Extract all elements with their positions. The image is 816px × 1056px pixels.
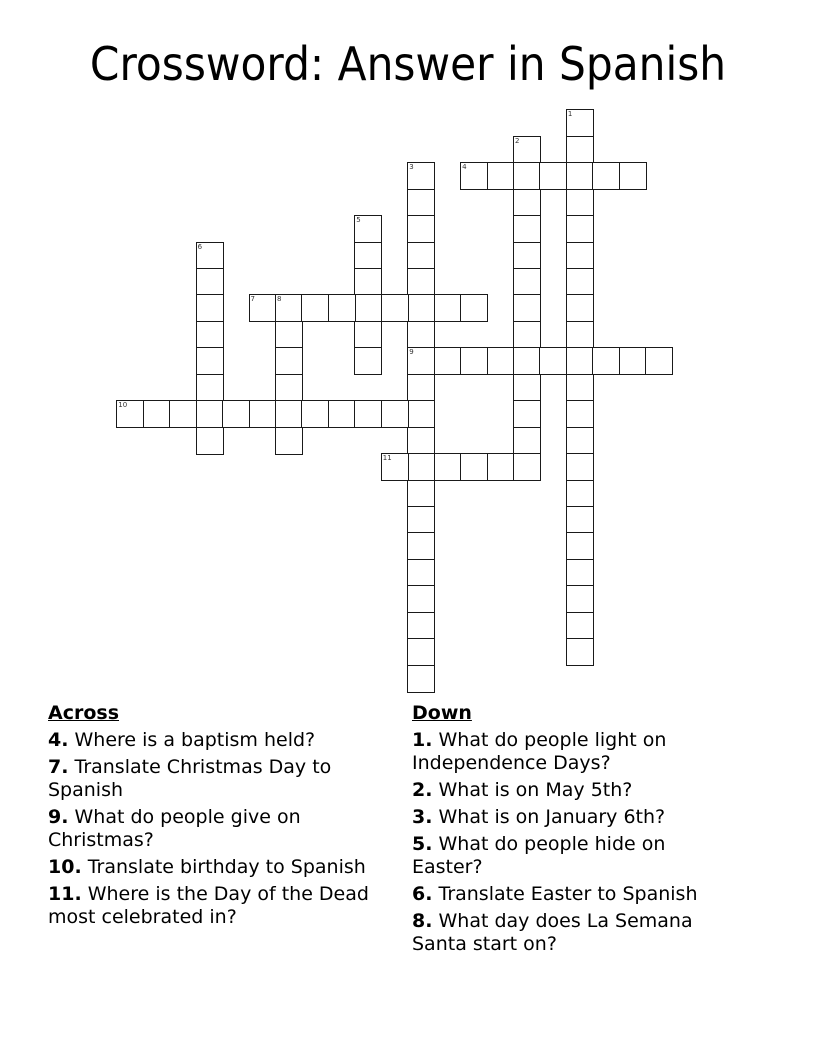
grid-cell[interactable] — [407, 321, 435, 349]
grid-cell[interactable] — [619, 162, 647, 190]
clue-text: What do people hide on Easter? — [412, 833, 666, 878]
grid-cell[interactable] — [196, 321, 224, 349]
grid-cell[interactable] — [513, 453, 541, 481]
grid-cell[interactable] — [566, 638, 594, 666]
clue-text: What do people light on Independence Days? — [412, 729, 667, 774]
clue-number-label: 4 — [462, 163, 467, 172]
grid-cell[interactable] — [381, 400, 409, 428]
clue-number: 3. — [412, 806, 433, 828]
clue-number: 11. — [48, 883, 82, 905]
clue-down-3 — [412, 806, 742, 829]
grid-cell[interactable] — [513, 136, 541, 164]
grid-cell[interactable] — [513, 242, 541, 270]
clue-text: Translate Easter to Spanish — [438, 883, 698, 905]
grid-cell[interactable] — [407, 532, 435, 560]
grid-cell[interactable] — [354, 242, 382, 270]
grid-cell[interactable] — [460, 294, 488, 322]
grid-cell[interactable] — [566, 480, 594, 508]
clue-down-8 — [412, 910, 742, 956]
grid-cell[interactable] — [407, 559, 435, 587]
grid-cell[interactable] — [619, 347, 647, 375]
grid-cell[interactable] — [328, 294, 356, 322]
clue-number: 1. — [412, 729, 433, 751]
clue-text: What day does La Semana Santa start on? — [412, 910, 693, 955]
grid-cell[interactable] — [407, 612, 435, 640]
clue-number-label: 11 — [382, 454, 392, 463]
clue-number-label: 1 — [567, 110, 573, 119]
grid-cell[interactable] — [407, 506, 435, 534]
grid-cell[interactable] — [645, 347, 673, 375]
grid-cell[interactable] — [513, 427, 541, 455]
grid-cell[interactable] — [407, 268, 435, 296]
grid-cell[interactable] — [381, 294, 409, 322]
grid-cell[interactable] — [460, 347, 488, 375]
across-clues — [48, 702, 400, 933]
grid-cell[interactable] — [566, 453, 594, 481]
grid-cell[interactable] — [566, 215, 594, 243]
page-title: Crossword: Answer in Spanish — [89, 37, 727, 91]
grid-cell[interactable] — [487, 162, 515, 190]
grid-cell[interactable] — [566, 559, 594, 587]
grid-cell[interactable] — [434, 347, 462, 375]
across-heading: Across — [48, 702, 120, 724]
grid-cell[interactable] — [566, 347, 594, 375]
grid-cell[interactable] — [513, 321, 541, 349]
grid-cell[interactable] — [407, 585, 435, 613]
grid-cell[interactable] — [196, 400, 224, 428]
grid-cell[interactable] — [407, 189, 435, 217]
grid-cell[interactable] — [566, 532, 594, 560]
grid-cell[interactable] — [566, 109, 594, 137]
grid-cell[interactable] — [407, 427, 435, 455]
grid-cell[interactable] — [513, 268, 541, 296]
grid-cell[interactable] — [513, 374, 541, 402]
grid-cell[interactable] — [301, 294, 329, 322]
clue-down-1 — [412, 729, 742, 775]
grid-cell[interactable] — [143, 400, 171, 428]
clue-number: 2. — [412, 779, 433, 801]
clue-text: What do people give on Christmas? — [48, 806, 301, 851]
grid-cell[interactable] — [275, 427, 303, 455]
grid-cell[interactable] — [196, 294, 224, 322]
grid-cell[interactable] — [513, 189, 541, 217]
clue-number-label: 7 — [250, 295, 255, 304]
clue-text: What is on May 5th? — [438, 779, 633, 801]
clue-across-7 — [48, 756, 400, 802]
grid-cell[interactable] — [513, 400, 541, 428]
grid-cell[interactable] — [592, 347, 620, 375]
grid-cell[interactable] — [354, 215, 382, 243]
grid-cell[interactable] — [407, 453, 435, 481]
grid-cell[interactable] — [513, 294, 541, 322]
grid-cell[interactable] — [566, 427, 594, 455]
grid-cell[interactable] — [566, 506, 594, 534]
grid-cell[interactable] — [196, 268, 224, 296]
clue-down-6 — [412, 883, 742, 906]
grid-cell[interactable] — [566, 585, 594, 613]
grid-cell[interactable] — [487, 453, 515, 481]
grid-cell[interactable] — [460, 453, 488, 481]
grid-cell[interactable] — [513, 347, 541, 375]
grid-cell[interactable] — [434, 453, 462, 481]
clue-number: 6. — [412, 883, 433, 905]
grid-cell[interactable] — [513, 162, 541, 190]
clue-number: 7. — [48, 756, 69, 778]
grid-cell[interactable] — [222, 400, 250, 428]
clue-number-label: 2 — [515, 136, 520, 145]
grid-cell[interactable] — [513, 215, 541, 243]
clue-across-11 — [48, 883, 400, 929]
clue-number-label: 9 — [409, 348, 414, 357]
grid-cell[interactable] — [566, 268, 594, 296]
grid-cell[interactable] — [407, 242, 435, 270]
grid-cell[interactable] — [566, 294, 594, 322]
grid-cell[interactable] — [196, 242, 224, 270]
grid-cell[interactable] — [407, 480, 435, 508]
down-heading: Down — [412, 702, 472, 724]
grid-cell[interactable] — [275, 294, 303, 322]
grid-cell[interactable] — [407, 294, 435, 322]
grid-cell[interactable] — [566, 400, 594, 428]
grid-cell[interactable] — [249, 294, 277, 322]
grid-cell[interactable] — [275, 400, 303, 428]
clue-across-10 — [48, 856, 400, 879]
clue-text: Where is the Day of the Dead most celebrated in? — [48, 883, 369, 928]
grid-cell[interactable] — [539, 162, 567, 190]
clue-text: Translate birthday to Spanish — [87, 856, 366, 878]
grid-cell[interactable] — [354, 347, 382, 375]
clue-down-5 — [412, 833, 742, 879]
grid-cell[interactable] — [539, 347, 567, 375]
grid-cell[interactable] — [407, 400, 435, 428]
grid-cell[interactable] — [407, 347, 435, 375]
clue-number: 8. — [412, 910, 433, 932]
clue-down-2 — [412, 779, 742, 802]
grid-cell[interactable] — [275, 374, 303, 402]
grid-cell[interactable] — [354, 294, 382, 322]
grid-cell[interactable] — [354, 400, 382, 428]
clue-number-label: 10 — [118, 401, 128, 410]
grid-cell[interactable] — [460, 162, 488, 190]
grid-cell[interactable] — [407, 374, 435, 402]
grid-cell[interactable] — [354, 321, 382, 349]
grid-cell[interactable] — [566, 374, 594, 402]
grid-cell[interactable] — [381, 453, 409, 481]
grid-cell[interactable] — [301, 400, 329, 428]
clue-number-label: 8 — [276, 295, 282, 304]
grid-cell[interactable] — [566, 162, 594, 190]
clue-text: What is on January 6th? — [438, 806, 666, 828]
grid-cell[interactable] — [196, 347, 224, 375]
clue-text: Translate Christmas Day to Spanish — [48, 756, 332, 801]
grid-cell[interactable] — [196, 374, 224, 402]
grid-cell[interactable] — [328, 400, 356, 428]
grid-cell[interactable] — [275, 347, 303, 375]
clue-number: 9. — [48, 806, 69, 828]
clue-number-label: 5 — [356, 216, 361, 225]
grid-cell[interactable] — [566, 242, 594, 270]
down-clues — [412, 702, 742, 960]
clue-across-4 — [48, 729, 400, 752]
grid-cell[interactable] — [169, 400, 197, 428]
grid-cell[interactable] — [566, 136, 594, 164]
clue-number-label: 3 — [409, 163, 414, 172]
grid-cell[interactable] — [592, 162, 620, 190]
grid-cell[interactable] — [407, 215, 435, 243]
grid-cell[interactable] — [249, 400, 277, 428]
grid-cell[interactable] — [196, 427, 224, 455]
clue-number: 4. — [48, 729, 69, 751]
clue-number: 10. — [48, 856, 82, 878]
grid-cell[interactable] — [407, 162, 435, 190]
grid-cell[interactable] — [487, 347, 515, 375]
clue-number-label: 6 — [197, 242, 203, 251]
grid-cell[interactable] — [354, 268, 382, 296]
grid-cell[interactable] — [566, 189, 594, 217]
clue-across-9 — [48, 806, 400, 852]
grid-cell[interactable] — [566, 612, 594, 640]
grid-cell[interactable] — [566, 321, 594, 349]
clue-number: 5. — [412, 833, 433, 855]
grid-cell[interactable] — [407, 638, 435, 666]
grid-cell[interactable] — [434, 294, 462, 322]
grid-cell[interactable] — [116, 400, 144, 428]
grid-cell[interactable] — [275, 321, 303, 349]
grid-cell[interactable] — [407, 665, 435, 693]
clue-text: Where is a baptism held? — [74, 729, 316, 751]
